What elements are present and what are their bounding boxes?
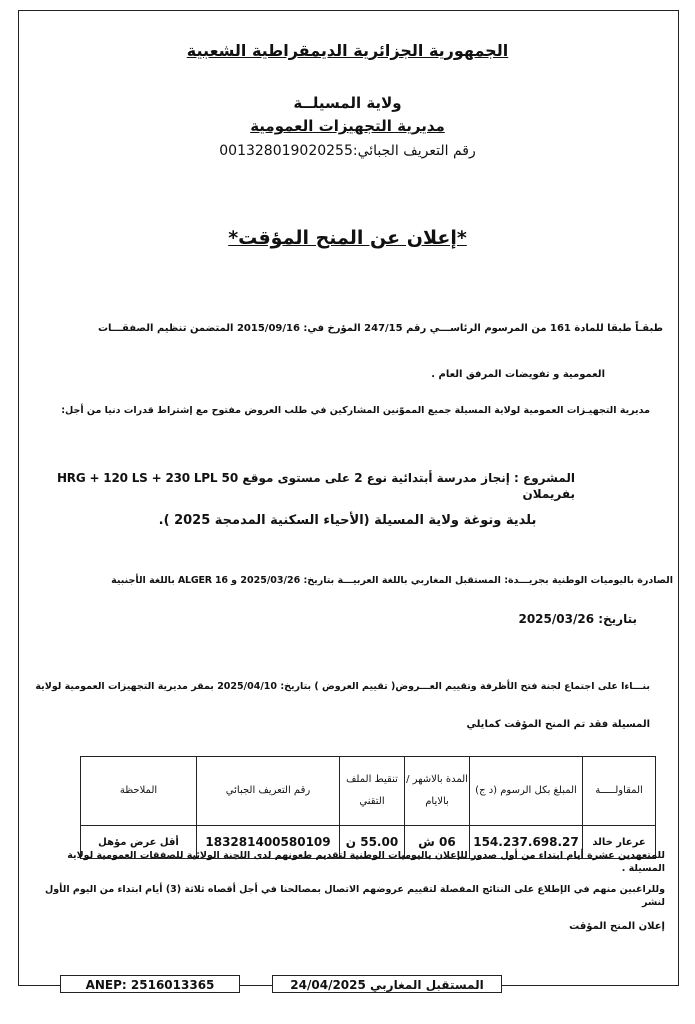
header-tax-id: رقم التعريف الجبائي <box>197 757 340 826</box>
published-line1: الصادرة باليوميات الوطنية بجريـــدة: المستقبل المغاربي باللغة العربيـــة بتاريخ: 2025/03/26 و ALGER 16 باللغة الأجنبية <box>111 575 673 586</box>
published-line2: بتاريخ: 2025/03/26 <box>518 612 637 626</box>
header-duration: المدة بالاشهر / بالايام <box>405 757 470 826</box>
para1-line2: العمومية و تفويضات المرفق العام . <box>431 369 605 380</box>
wilaya-name: ولاية المسيلــة <box>293 94 402 112</box>
directorate-name: مديرية التجهيزات العمومية <box>250 117 445 135</box>
based-line1: بنـــاءا على اجتماع لجنة فتح الأظرفة وتقييم العـــروض( تقييم العروض ) بتاريخ: 2025/04/10 بمقر مديرية التجهيزات العمومية لولاية <box>35 681 650 692</box>
anep-number: ANEP: 2516013365 <box>60 975 240 993</box>
project-line2: بلدية ونوغة ولاية المسيلة (الأحياء السكنية المدمجة 2025 ). <box>158 513 537 528</box>
tax-id: رقم التعريف الجبائي:001328019020255 <box>219 143 476 159</box>
cell-tax-id: 183281400580109 <box>197 826 340 859</box>
para2: مديرية التجهيـزات العمومية لولاية المسيلة جميع المموّنين المشاركين في طلب العروض مفتوح مع إشتراط قدرات دنيا من أجل: <box>61 405 650 416</box>
results-table <box>80 756 656 859</box>
appeal-line2: وللراغبين منهم في الإطلاع على النتائج المفصلة لتقييم عروضهم الاتصال بمصالحنا في أجل أقصاه ثلاثة (3) أيام ابتداء من اليوم الأول لنشر <box>45 884 665 908</box>
header-technical-score: تنقيط الملف التقني <box>340 757 405 826</box>
header-amount: المبلغ بكل الرسوم (د ج) <box>470 757 583 826</box>
newspaper-date: المستقبل المغاربي 24/04/2025 <box>272 975 502 993</box>
para1-line1: طبقـاً طبقا للمادة 161 من المرسوم الرئاســـي رقم 247/15 المؤرخ في: 2015/09/16 المتضمن تنظيم الصفقـــات <box>97 323 663 334</box>
cell-duration: 06 ش <box>405 826 470 859</box>
cell-contractor: عرعار خالد <box>583 826 656 859</box>
announcement-title: *إعلان عن المنح المؤقت* <box>228 227 467 249</box>
table-header-row <box>81 757 656 826</box>
cell-technical-score: 55.00 ن <box>340 826 405 859</box>
appeal-line3: إعلان المنح المؤقت <box>569 921 665 932</box>
based-line2: المسيلة فقد تم المنح المؤقت كمايلي <box>466 719 650 730</box>
appeal-line1: للمتعهدين عشرة أيام ابتداء من أول صدور للإعلان باليوميات الوطنية لتقديم طعونهم لدى اللجنة الولائية للصفقات العمومية لولاية المسيلة . <box>67 850 665 874</box>
cell-amount: 154.237.698.27 <box>470 826 583 859</box>
country-name: الجمهورية الجزائرية الديمقراطية الشعبية <box>186 41 509 60</box>
project-line1: المشروع : إنجاز مدرسة أبتدائية نوع 2 على مستوى موقع 50 HRG + 120 LS + 230 LPL بفريملان <box>56 471 575 502</box>
header-contractor: المقاولـــــة <box>583 757 656 826</box>
header-remark: الملاحظة <box>81 757 197 826</box>
cell-remark: أقل عرض مؤهل <box>81 826 197 859</box>
